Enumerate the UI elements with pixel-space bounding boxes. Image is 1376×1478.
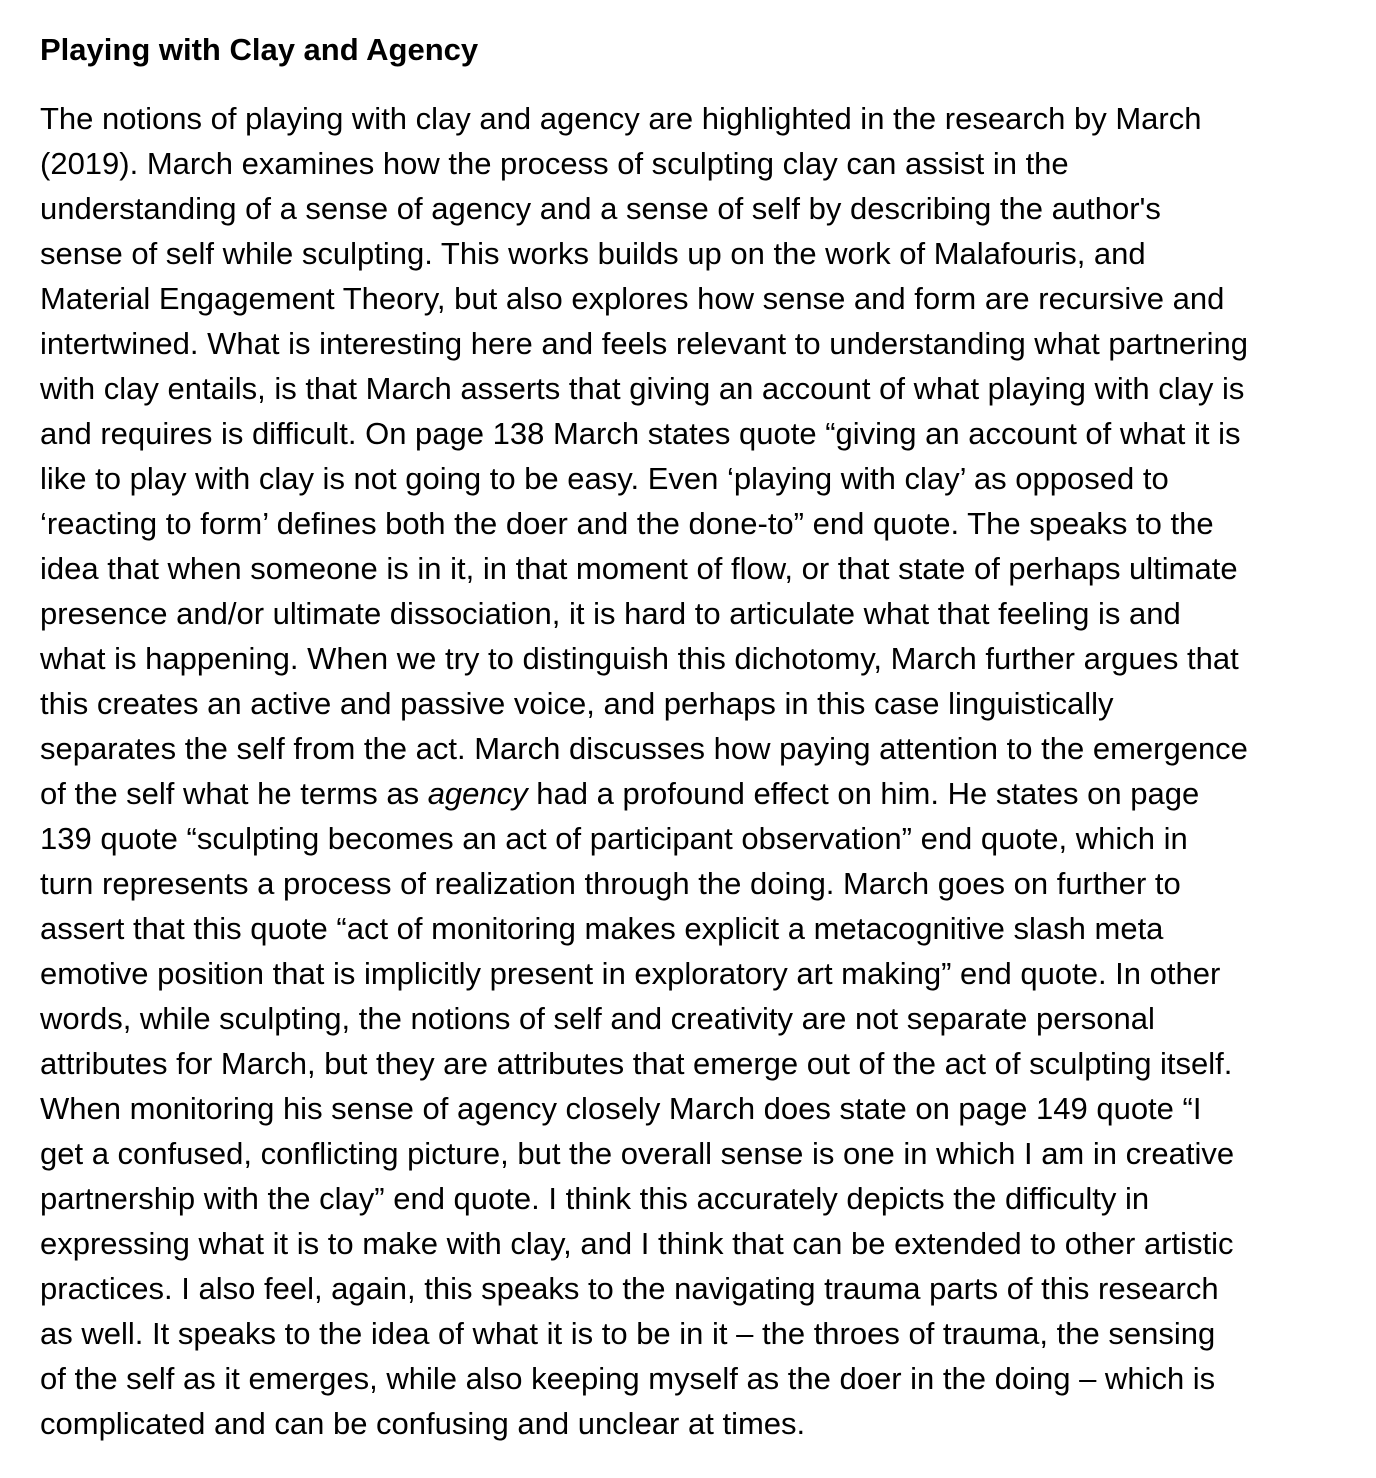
paragraph-line-with-emphasis bbox=[40, 771, 1370, 816]
paragraph-line: attributes for March, but they are attributes that emerge out of the act of sculpting itself. bbox=[40, 1046, 1233, 1081]
paragraph-line: The notions of playing with clay and agency are highlighted in the research by March bbox=[40, 101, 1202, 136]
line-text-before: of the self what he terms as bbox=[40, 776, 428, 811]
paragraph-line: this creates an active and passive voice, and perhaps in this case linguistically bbox=[40, 686, 1114, 721]
section-heading: Playing with Clay and Agency bbox=[40, 32, 479, 67]
paragraph-line: 139 quote “sculpting becomes an act of participant observation” end quote, which in bbox=[40, 821, 1188, 856]
paragraph-line: expressing what it is to make with clay, and I think that can be extended to other artistic bbox=[40, 1226, 1234, 1261]
paragraph-line: with clay entails, is that March asserts that giving an account of what playing with clay is bbox=[40, 371, 1245, 406]
paragraph-line: separates the self from the act. March discusses how paying attention to the emergence bbox=[40, 731, 1248, 766]
emphasized-term-agency: agency bbox=[427, 776, 528, 811]
paragraph-line: ‘reacting to form’ defines both the doer and the done-to” end quote. The speaks to the bbox=[40, 506, 1214, 541]
paragraph-line: words, while sculpting, the notions of self and creativity are not separate personal bbox=[40, 1001, 1155, 1036]
paragraph-line: understanding of a sense of agency and a sense of self by describing the author's bbox=[40, 191, 1161, 226]
paragraph-line: intertwined. What is interesting here and feels relevant to understanding what partnering bbox=[40, 326, 1248, 361]
paragraph-line: of the self as it emerges, while also keeping myself as the doer in the doing – which is bbox=[40, 1361, 1216, 1396]
paragraph-line: complicated and can be confusing and unclear at times. bbox=[40, 1406, 806, 1441]
paragraph-line: turn represents a process of realization through the doing. March goes on further to bbox=[40, 866, 1181, 901]
paragraph-line: and requires is difficult. On page 138 March states quote “giving an account of what it is bbox=[40, 416, 1241, 451]
paragraph-line: like to play with clay is not going to be easy. Even ‘playing with clay’ as opposed to bbox=[40, 461, 1169, 496]
paragraph-line: presence and/or ultimate dissociation, it is hard to articulate what that feeling is and bbox=[40, 596, 1181, 631]
paragraph-line: practices. I also feel, again, this speaks to the navigating trauma parts of this research bbox=[40, 1271, 1219, 1306]
paragraph-line: what is happening. When we try to distinguish this dichotomy, March further argues that bbox=[40, 641, 1239, 676]
paragraph-line: as well. It speaks to the idea of what it is to be in it – the throes of trauma, the sensing bbox=[40, 1316, 1216, 1351]
paragraph-line: partnership with the clay” end quote. I think this accurately depicts the difficulty in bbox=[40, 1181, 1150, 1216]
paragraph-line: When monitoring his sense of agency closely March does state on page 149 quote “I bbox=[40, 1091, 1202, 1126]
paragraph-line: idea that when someone is in it, in that moment of flow, or that state of perhaps ultimate bbox=[40, 551, 1238, 586]
paragraph-line: emotive position that is implicitly present in exploratory art making” end quote. In other bbox=[40, 956, 1221, 991]
paragraph-line: sense of self while sculpting. This works builds up on the work of Malafouris, and bbox=[40, 236, 1146, 271]
paragraph-line: (2019). March examines how the process of sculpting clay can assist in the bbox=[40, 146, 1069, 181]
paragraph-line: assert that this quote “act of monitoring makes explicit a metacognitive slash meta bbox=[40, 911, 1164, 946]
line-text-after: had a profound effect on him. He states on page bbox=[527, 776, 1200, 811]
body-paragraph bbox=[40, 96, 1370, 1446]
paragraph-line: get a confused, conflicting picture, but the overall sense is one in which I am in creative bbox=[40, 1136, 1235, 1171]
paragraph-line: Material Engagement Theory, but also explores how sense and form are recursive and bbox=[40, 281, 1225, 316]
